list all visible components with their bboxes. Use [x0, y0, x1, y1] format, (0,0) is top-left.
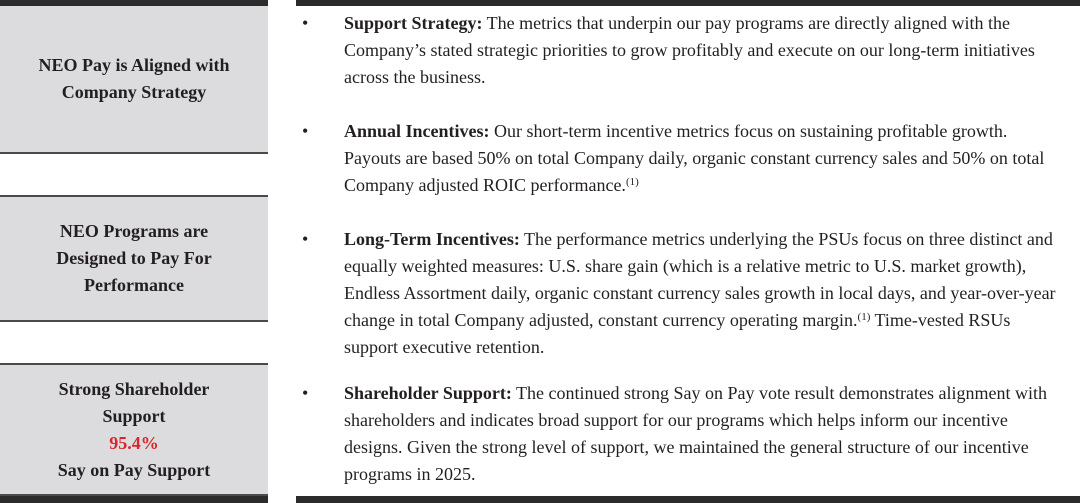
- box-line: NEO Programs are: [59, 221, 209, 241]
- bullet-text: [344, 118, 1068, 199]
- bullet-heading: Long-Term Incentives:: [344, 229, 520, 249]
- bullet-icon: •: [302, 229, 309, 249]
- bullet-text: [344, 10, 1068, 91]
- bullet-body: The metrics that underpin our pay programs are directly aligned with the Company’s stated strategic priorities to grow profitably and execute on our long-term initiatives across the business.: [344, 13, 1035, 87]
- bullet-body: The continued strong Say on Pay vote result demonstrates alignment with shareholders and indicates broad support for our programs which helps inform our incentive designs. Given the strong level of support, we maintained the general structure of our incentive programs in 2025.: [344, 383, 1047, 484]
- footnote-marker: (1): [857, 311, 871, 323]
- bullet-text: [344, 380, 1068, 488]
- bullet-body: Our short-term incentive metrics focus on sustaining profitable growth. Payouts are based 50% on total Company daily, organic constant currency sales and 50% on total Company adjusted ROIC performance.: [344, 121, 1045, 195]
- bullet-heading: Annual Incentives:: [344, 121, 490, 141]
- bullet-icon: •: [302, 383, 309, 403]
- box-line: Strong Shareholder: [58, 378, 210, 399]
- bullet-heading: Shareholder Support:: [344, 383, 512, 403]
- top-rule-right: [296, 0, 1080, 6]
- bullet-heading: Support Strategy:: [344, 13, 483, 33]
- footnote-marker: (1): [625, 176, 639, 188]
- bullet-body: The performance metrics underlying the PSUs focus on three distinct and equally weighted measures: U.S. share gain (which is a relative metric to U.S. market growth), Endless Assortment daily, organic constant currency sales growth in local days, and year-over-year change in total Company adjusted, constant currency operating margin.: [344, 229, 1056, 330]
- bullet-text: [344, 226, 1068, 361]
- bottom-rule-left: [0, 496, 268, 503]
- bottom-rule-right: [296, 496, 1080, 503]
- box-shareholder-support: [0, 363, 268, 496]
- box-line: Company Strategy: [61, 82, 207, 102]
- bullet-body-after: Time-vested RSUs support executive retention.: [344, 310, 1011, 357]
- bullet-icon: •: [302, 13, 309, 33]
- box-line: Support: [102, 405, 166, 426]
- box-line: NEO Pay is Aligned with: [38, 55, 230, 75]
- box-line: Say on Pay Support: [57, 459, 211, 480]
- box-line: Performance: [84, 275, 184, 295]
- box-neo-pay-aligned: [0, 6, 268, 154]
- box-neo-programs: [0, 195, 268, 322]
- box-line: Designed to Pay For: [56, 248, 212, 268]
- say-on-pay-percentage: 95.4%: [109, 432, 159, 453]
- bullet-icon: •: [302, 121, 309, 141]
